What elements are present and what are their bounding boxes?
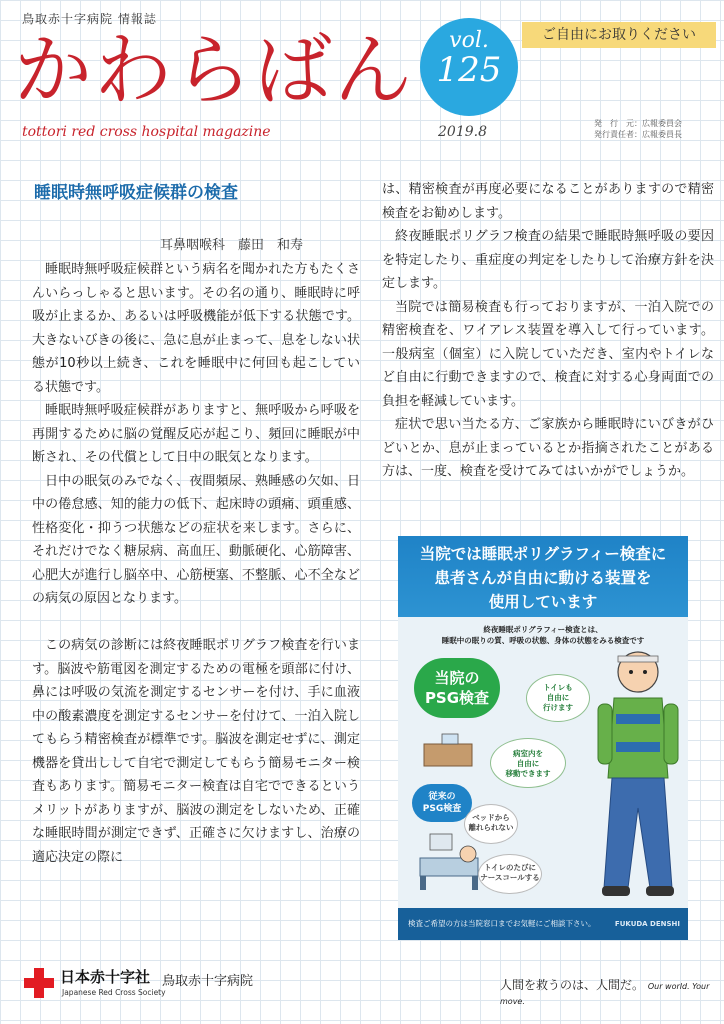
infographic-title-line: 当院では睡眠ポリグラフィー検査に	[419, 545, 667, 563]
bubble-line: 移動できます	[505, 769, 551, 778]
badge-line: PSG検査	[422, 804, 462, 814]
issue-date: 2019.8	[438, 124, 487, 140]
infographic-subtitle	[408, 624, 678, 646]
bubble-line: トイレも	[543, 683, 573, 692]
article-column-right	[382, 178, 714, 484]
article-paragraph: 当院では簡易検査も行っておりますが、一泊入院での精密検査を、ワイアレス装置を導入して行っています。一般病室（個室）に入院していただき、室内やトイレなど自由に行動できますので、検査に対する心身両面での負担を軽減しています。	[382, 299, 714, 409]
volume-badge	[420, 18, 518, 116]
conventional-psg-badge	[412, 784, 472, 822]
badge-line: 当院の	[434, 669, 480, 687]
patient-illustration	[588, 648, 684, 906]
slogan-japanese: 人間を救うのは、人間だ。	[500, 978, 645, 992]
nurse-call-bubble	[478, 854, 542, 894]
article-paragraph: 睡眠時無呼吸症候群という病名を聞かれた方もたくさんいらっしゃると思います。その名の通り、睡眠時に呼吸が止まるか、あるいは呼吸機能が低下する状態です。大きないびきの後に、急に息が止まって、息をしない状態が10秒以上続き、これを睡眠中に何回も起こしている状態です。	[32, 262, 360, 395]
bubble-line: 病室内を	[513, 749, 543, 758]
toilet-free-bubble	[526, 674, 590, 722]
infographic-footer	[398, 908, 688, 940]
article-continuation: は、精密検査が再度必要になることがありますので精密検査をお勧めします。	[382, 182, 714, 221]
volume-label: vol.	[449, 28, 489, 53]
bubble-line: 行けます	[543, 703, 573, 712]
masthead-tagline: tottori red cross hospital magazine	[22, 124, 271, 140]
article-paragraph: この病気の診断には終夜睡眠ポリグラフ検査を行います。脳波や筋電図を測定するための電極を頭部に付け、鼻には呼吸の気流を測定するセンサーを付け、手に血液中の酸素濃度を測定するセンサーを付けて、一泊入院してもらう精密検査が標準です。脳波を測定せずに、測定機器を貸出しして自宅で測定してもらう簡易モニター検査もあります。簡易モニター検査は自宅でできるというメリットがありますが、脳波の測定をしないため、正確な睡眠時間が測定できず、正確さに欠けますし、治療の適応決定の際に	[32, 638, 360, 865]
volume-number: 125	[436, 50, 502, 90]
slogan	[500, 976, 724, 1007]
badge-line: PSG検査	[424, 689, 490, 707]
infographic-subtitle-line: 睡眠中の眠りの質、呼吸の状態、身体の状態をみる検査です	[441, 636, 645, 645]
masthead-title: かわらばん	[14, 26, 415, 116]
bubble-line: トイレのたびに	[483, 863, 537, 872]
masthead-kicker: 鳥取赤十字病院 情報誌	[22, 12, 157, 26]
article-paragraph: 日中の眠気のみでなく、夜間頻尿、熟睡感の欠如、日中の倦怠感、知的能力の低下、起床時の頭痛、頭重感、性格変化・抑うつ状態などの症状を来します。さらに、それだけでなく糖尿病、高血圧、動脈硬化、心筋障害、心肥大が進行し脳卒中、心筋梗塞、不整脈、心不全などの病気の原因となります。	[32, 473, 360, 606]
bubble-line: 自由に	[546, 693, 570, 702]
publisher-line: 発行責任者：広報委員長	[594, 130, 682, 139]
article-paragraph: 症状で思い当たる方、ご家族から睡眠時にいびきがひどいとか、息が止まっているとか指摘されたことがある方は、一度、検査を受けてみてはいかがでしょうか。	[382, 417, 714, 479]
hospital-name: 鳥取赤十字病院	[162, 974, 254, 989]
our-psg-badge	[414, 658, 500, 718]
bubble-line: ナースコールする	[480, 873, 540, 882]
infographic-title-line: 使用しています	[488, 593, 598, 611]
psg-infographic	[398, 536, 688, 940]
infographic-footer-text: 検査ご希望の方は当院窓口までお気軽にご相談下さい。	[408, 919, 596, 928]
article-column-left	[32, 258, 360, 869]
infographic-title	[398, 542, 688, 614]
paragraph-spacer	[32, 611, 360, 635]
reception-desk-illustration	[420, 732, 476, 768]
room-free-bubble	[490, 738, 566, 788]
bubble-line: ベッドから	[472, 813, 510, 822]
maker-logo-text: FUKUDA DENSHI	[614, 920, 680, 928]
article-paragraph: 睡眠時無呼吸症候群がありますと、無呼吸から呼吸を再開するために脳の覚醒反応が起こり、頻回に睡眠が中断され、その代償として日中の眠気となります。	[32, 403, 360, 465]
bubble-line: 自由に	[516, 759, 540, 768]
article-paragraph: 終夜睡眠ポリグラフ検査の結果で睡眠時無呼吸の要因を特定したり、重症度の判定をしたりして治療方針を決定します。	[382, 229, 714, 291]
article-author: 耳鼻咽喉科 藤田 和寿	[160, 238, 304, 253]
free-copy-banner: ご自由にお取りください	[522, 22, 716, 48]
bubble-line: 離れられない	[468, 823, 514, 832]
slogan-english: Our world. Your move.	[500, 982, 710, 1006]
publisher-line: 発 行 元：広報委員会	[594, 119, 682, 128]
publisher-info	[594, 118, 682, 140]
article-title: 睡眠時無呼吸症候群の検査	[34, 183, 238, 203]
bed-bound-bubble	[464, 804, 518, 844]
red-cross-icon	[24, 968, 54, 998]
infographic-title-line: 患者さんが自由に動ける装置を	[434, 569, 652, 587]
infographic-subtitle-line: 終夜睡眠ポリグラフィー検査とは、	[483, 625, 603, 634]
org-name: 日本赤十字社	[60, 968, 151, 986]
org-name-english: Japanese Red Cross Society	[62, 988, 166, 997]
badge-line: 従来の	[428, 792, 456, 802]
